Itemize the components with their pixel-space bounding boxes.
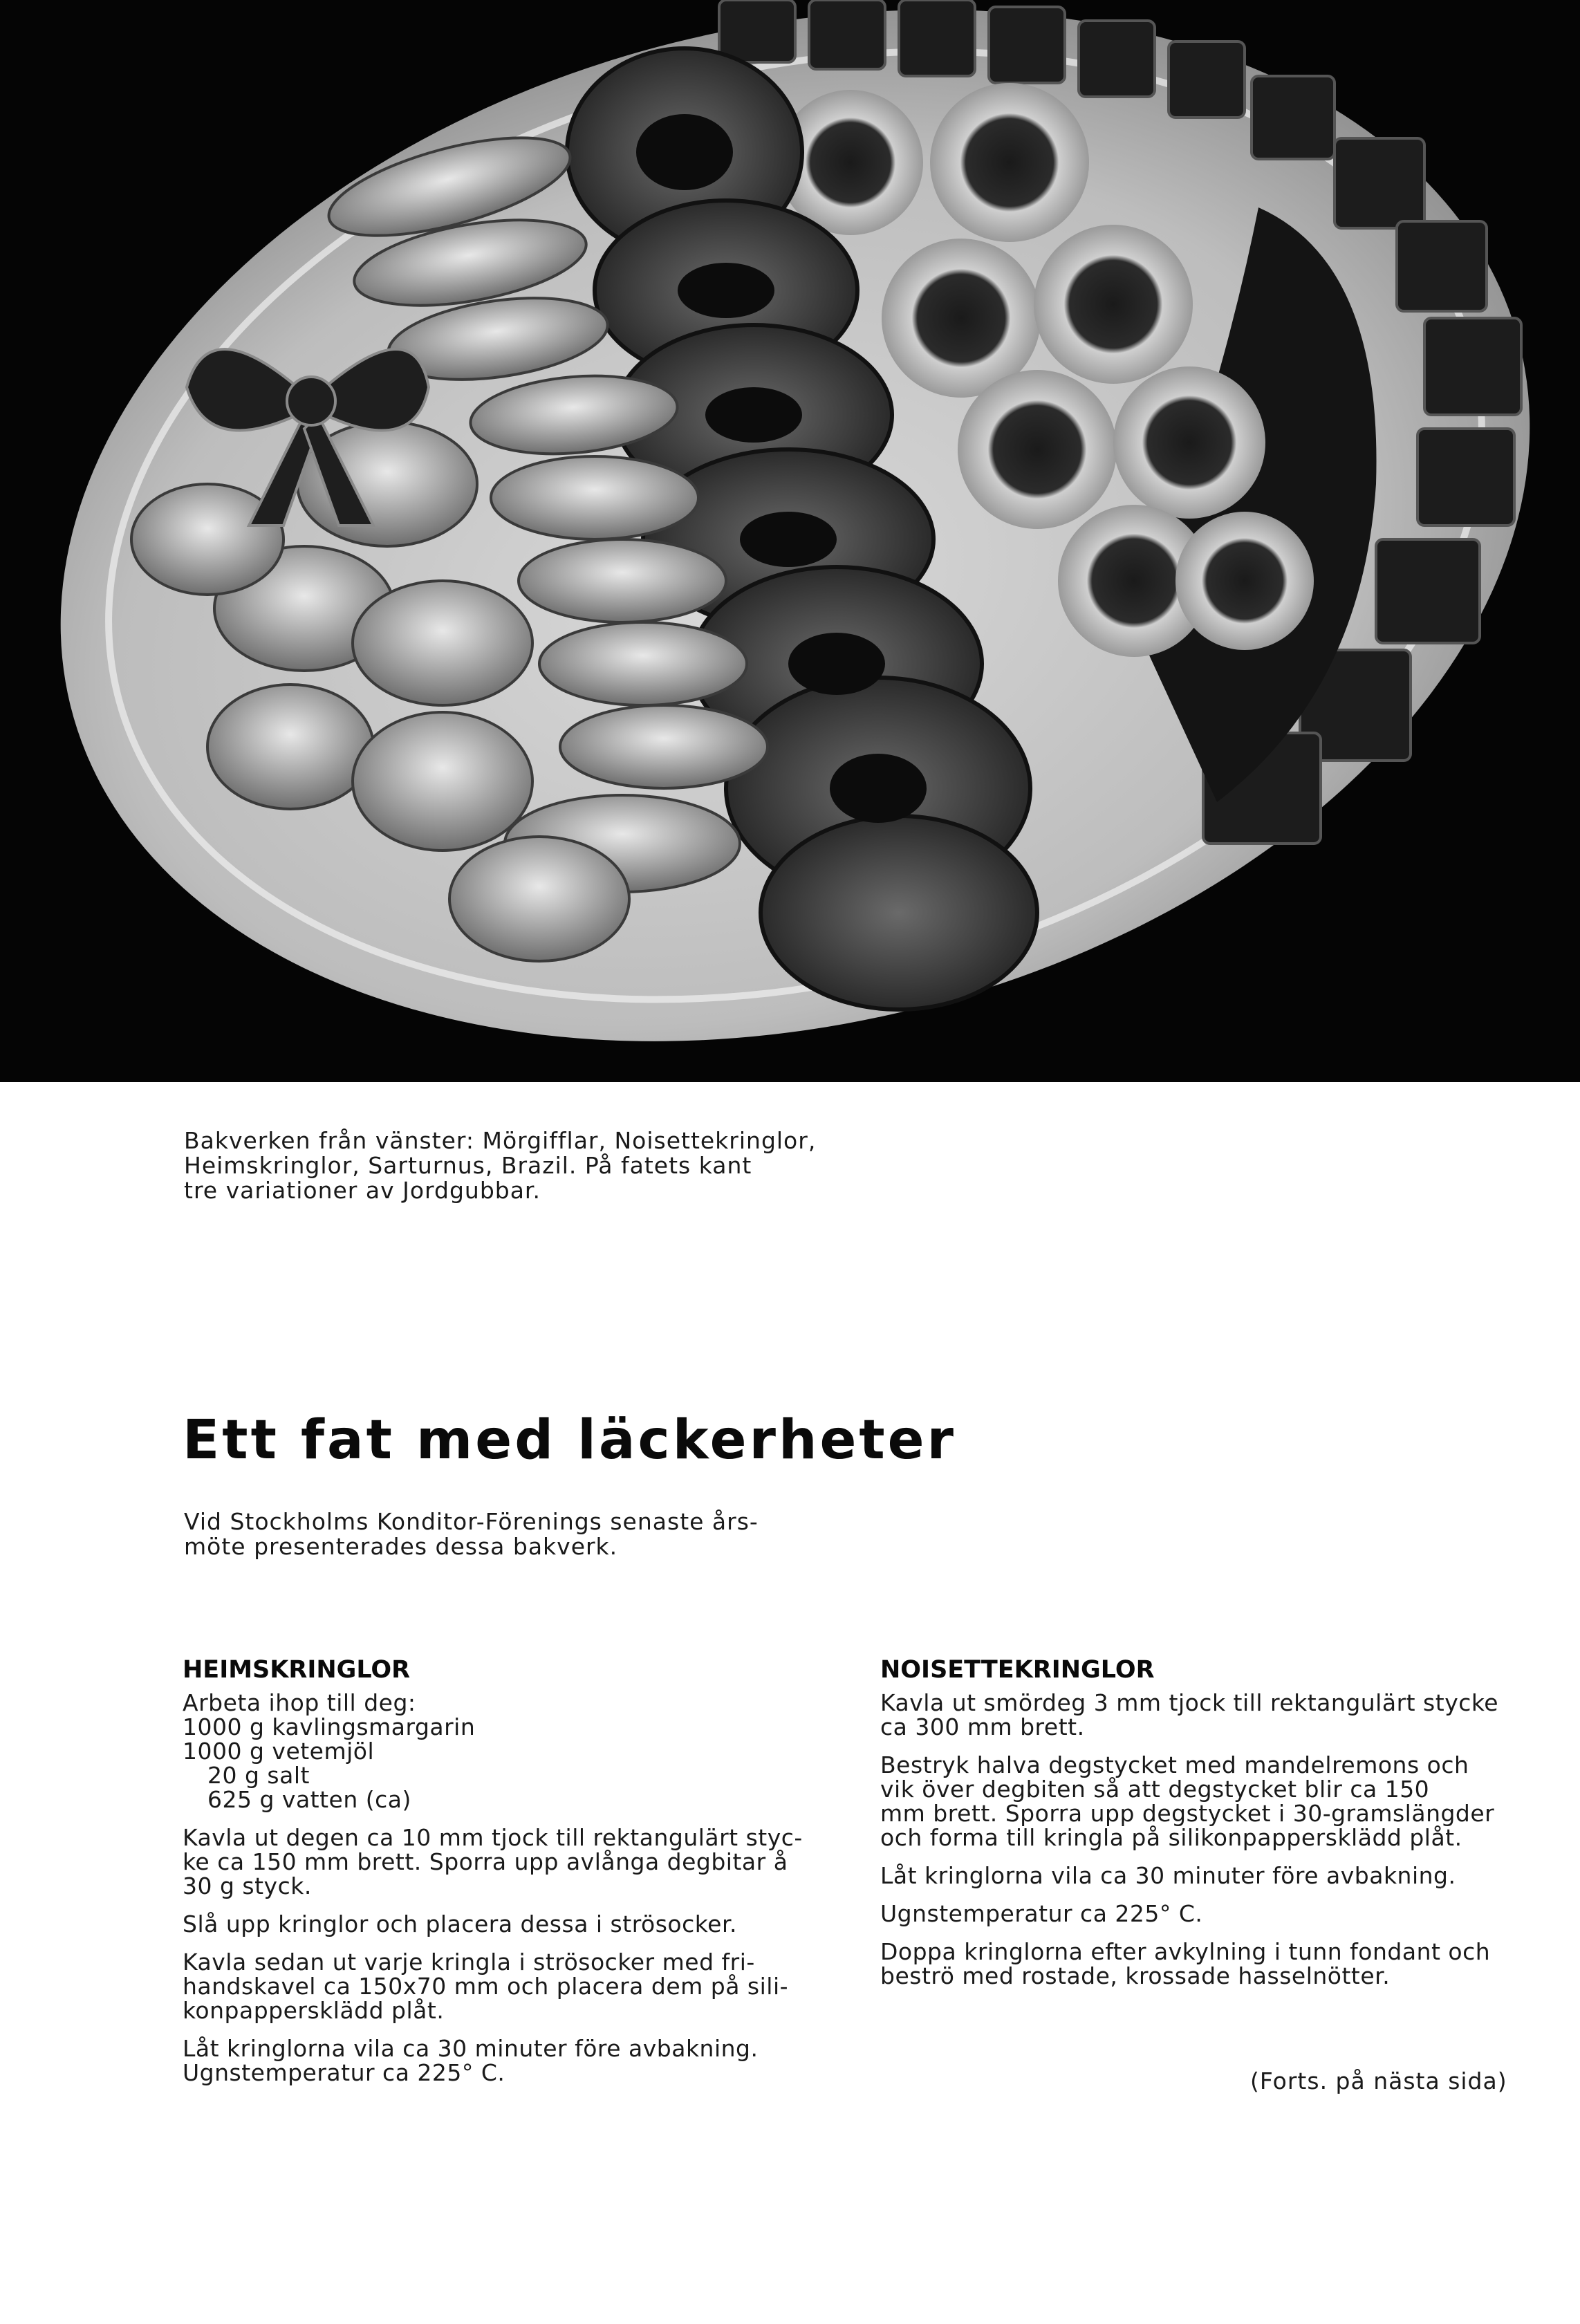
recipe-line: Låt kringlorna vila ca 30 minuter före avbakning. — [880, 1862, 1456, 1889]
ingredient-intro: Arbeta ihop till deg: — [183, 1689, 416, 1716]
recipe-line: Kavla ut degen ca 10 mm tjock till rektangulärt styc- — [183, 1824, 803, 1851]
recipe-line: Bestryk halva degstycket med mandelremons och — [880, 1751, 1469, 1778]
article-intro — [184, 1509, 806, 1559]
recipe-line: Ugnstemperatur ca 225° C. — [183, 2059, 505, 2086]
recipe-line: vik över degbiten så att degstycket blir ca 150 — [880, 1776, 1430, 1803]
recipe-paragraph — [183, 1950, 805, 2023]
ingredient-item: 1000 g kavlingsmargarin — [183, 1713, 476, 1740]
recipe-paragraph — [880, 1863, 1503, 1888]
continued-note: (Forts. på nästa sida) — [1250, 2067, 1507, 2094]
recipe-line: Låt kringlorna vila ca 30 minuter före avbakning. — [183, 2035, 759, 2062]
recipe-paragraph — [183, 1912, 805, 1936]
recipe-line: Doppa kringlorna efter avkylning i tunn fondant och — [880, 1938, 1491, 1965]
noisettekringlor-recipe — [880, 1658, 1503, 2002]
recipe-line: ke ca 150 mm brett. Sporra upp avlånga degbitar å — [183, 1848, 788, 1875]
recipe-paragraph — [880, 1902, 1503, 1926]
ingredient-item: 20 g salt — [207, 1762, 310, 1789]
article-headline: Ett fat med läckerheter — [183, 1409, 957, 1471]
caption-line: Heimskringlor, Sarturnus, Brazil. På fatets kant — [184, 1152, 752, 1179]
recipe-line: beströ med rostade, krossade hasselnötter. — [880, 1962, 1391, 1989]
pastry-platter-photo — [0, 0, 1580, 1082]
recipe-paragraph — [183, 1825, 805, 1898]
recipe-line: handskavel ca 150x70 mm och placera dem på sili- — [183, 1973, 789, 2000]
ingredient-item: 1000 g vetemjöl — [183, 1738, 375, 1765]
recipe-title: HEIMSKRINGLOR — [183, 1656, 411, 1684]
recipe-line: 30 g styck. — [183, 1872, 312, 1899]
recipe-title: NOISETTEKRINGLOR — [880, 1656, 1155, 1684]
pastry-platter-icon — [0, 0, 1580, 1082]
caption-line: Bakverken från vänster: Mörgifflar, Noisettekringlor, — [184, 1127, 817, 1154]
recipe-line: Kavla ut smördeg 3 mm tjock till rektangulärt stycke — [880, 1689, 1499, 1716]
intro-line: Vid Stockholms Konditor-Förenings senaste års- — [184, 1508, 759, 1535]
ingredient-list — [183, 1691, 805, 1812]
recipe-paragraph — [183, 2036, 805, 2085]
photo-caption — [184, 1128, 875, 1203]
heimskringlor-recipe — [183, 1658, 805, 2099]
recipe-line: mm brett. Sporra upp degstycket i 30-gramslängder — [880, 1800, 1495, 1827]
ingredient-item: 625 g vatten (ca) — [207, 1786, 411, 1813]
caption-line: tre variationer av Jordgubbar. — [184, 1177, 541, 1204]
recipe-paragraph — [880, 1940, 1503, 1988]
intro-line: möte presenterades dessa bakverk. — [184, 1533, 618, 1560]
recipe-line: Kavla sedan ut varje kringla i strösocker med fri- — [183, 1949, 755, 1976]
recipe-line: och forma till kringla på silikonpappersklädd plåt. — [880, 1824, 1462, 1851]
recipe-paragraph — [880, 1753, 1503, 1850]
recipe-line: Ugnstemperatur ca 225° C. — [880, 1900, 1203, 1927]
recipe-line: ca 300 mm brett. — [880, 1713, 1085, 1740]
recipe-line: Slå upp kringlor och placera dessa i strösocker. — [183, 1911, 738, 1937]
recipe-paragraph — [880, 1691, 1503, 1739]
recipe-line: konpappersklädd plåt. — [183, 1997, 445, 2024]
